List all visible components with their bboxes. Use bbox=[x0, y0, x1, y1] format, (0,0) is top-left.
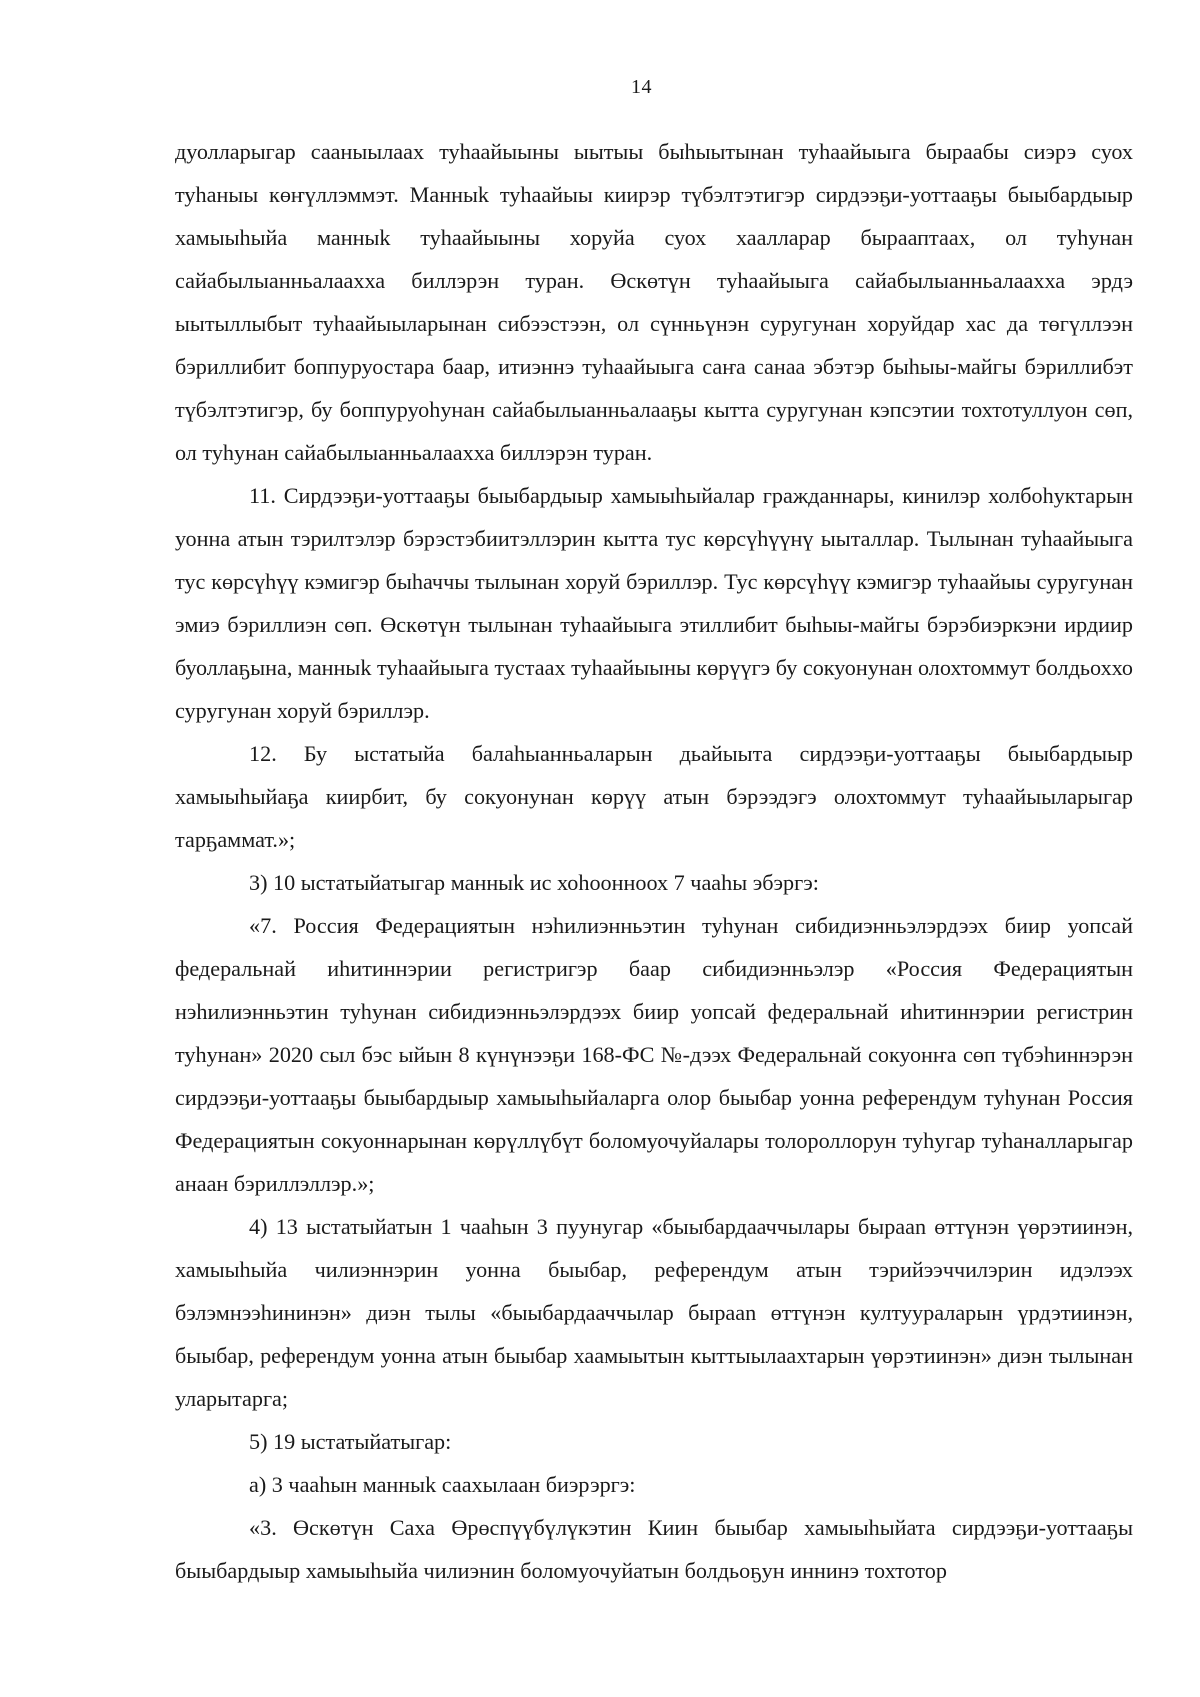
paragraph-item-12: 12. Бу ыстатыйа балаhыанньаларын дьайыыта сирдээҕи-уоттааҕы быыбардыыр хамыыhыйаҕа киирбит, бу сокуонунан көрүү атын бэрээдэгэ олохтоммут туhаайыыларыгар тарҕаммат.»; bbox=[175, 741, 1133, 852]
paragraph-quoted-part-3: «3. Өскөтүн Саха Өрөспүүбүлүкэтин Киин быыбар хамыыhыйата сирдээҕи-уоттааҕы быыбардыыр хамыыhыйа чилиэнин боломуочуйатын болдьоҕун иннинэ тохтотор bbox=[175, 1515, 1133, 1583]
paragraph-amendment-5: 5) 19 ыстатыйатыгар: bbox=[249, 1429, 452, 1454]
paragraph-item-11: 11. Сирдээҕи-уоттааҕы быыбардыыр хамыыhыйалар гражданнары, кинилэр холбоhуктарын уонна атын тэрилтэлэр бэрэстэбиитэллэрин кытта тус көрсүhүүнү ыыталлар. Тылынан туhаайыыга тус көрсүhүү кэмигэр быhаччы тылынан хоруй бэриллэр. Тус көрсүhүү кэмигэр туhаайыы суругунан эмиэ бэриллиэн сөп. Өскөтүн тылынан туhаайыыга этиллибит быhыы-майгы бэрэбиэркэни ирдиир буоллаҕына, манныk туhаайыыга тустаах туhаайыыны көрүүгэ бу сокуонунан олохтоммут болдьоххо суругунан хоруй бэриллэр. bbox=[175, 483, 1133, 723]
paragraph-amendment-3: 3) 10 ыстатыйатыгар манныk ис хоhоонноох 7 чааhы эбэргэ: bbox=[249, 870, 819, 895]
paragraph-continuation: дуолларыгар сааныылаах туhаайыыны ыытыы быhыытынан туhаайыыга быраабы сиэрэ суох туhаныы көҥүллэммэт. Манныk туhаайыы киирэр түбэлтэтигэр сирдээҕи-уоттааҕы быыбардыыр хамыыhыйа манныk туhаайыыны хоруйа суох хаалларар бырааптаах, ол туhунан сайабылыанньалаахха биллэрэн туран. Өскөтүн туhаайыыга сайабылыанньалаахха эрдэ ыытыллыбыт туhаайыыларынан сибээстээн, ол сүнньүнэн суругунан хоруйдар хас да төгүллээн бэриллибит боппуруостара баар, итиэннэ туhаайыыга саҥа санаа эбэтэр быhыы-майгы бэриллибэт түбэлтэтигэр, бу боппуруоhунан сайабылыанньалааҕы кытта суругунан кэпсэтии тохтотуллуон сөп, ол туhунан сайабылыанньалаахха биллэрэн туран. bbox=[175, 139, 1133, 465]
document-body bbox=[175, 130, 1133, 1592]
paragraph-amendment-4: 4) 13 ыстатыйатын 1 чааhын 3 пуунугар «быыбардааччылары бырааn өттүнэн үөрэтиинэн, хамыыhыйа чилиэннэрин уонна быыбар, референдум атын тэрийээччилэрин идэлээх бэлэмнээhининэн» диэн тылы «быыбардааччылар бырааn өттүнэн култуураларын үрдэтиинэн, быыбар, референдум уонна атын быыбар хаамыытын кыттыылаахтарын үөрэтиинэн» диэн тылынан уларытарга; bbox=[175, 1214, 1133, 1411]
paragraph-quoted-part-7: «7. Россия Федерациятын нэhилиэнньэтин туhунан сибидиэнньэлэрдээх биир уопсай федеральнай иhитиннэрии регистригэр баар сибидиэнньэлэр «Россия Федерациятын нэhилиэнньэтин туhунан сибидиэнньэлэрдээх биир уопсай федеральнай иhитиннэрии регистрин туhунан» 2020 сыл бэс ыйын 8 күнүнээҕи 168-ФС №-дээх Федеральнай сокуонҥа сөп түбэhиннэрэн сирдээҕи-уоттааҕы быыбардыыр хамыыhыйаларга олор быыбар уонна референдум туhунан Россия Федерациятын сокуоннарынан көрүллүбүт боломуочуйалары толороллорун туhугар туhаналларыгар анаан бэриллэллэр.»; bbox=[175, 913, 1133, 1196]
page-number: 14 bbox=[631, 76, 652, 98]
paragraph-subitem-a: а) 3 чааhын манныk саахылаан биэрэргэ: bbox=[249, 1472, 636, 1497]
